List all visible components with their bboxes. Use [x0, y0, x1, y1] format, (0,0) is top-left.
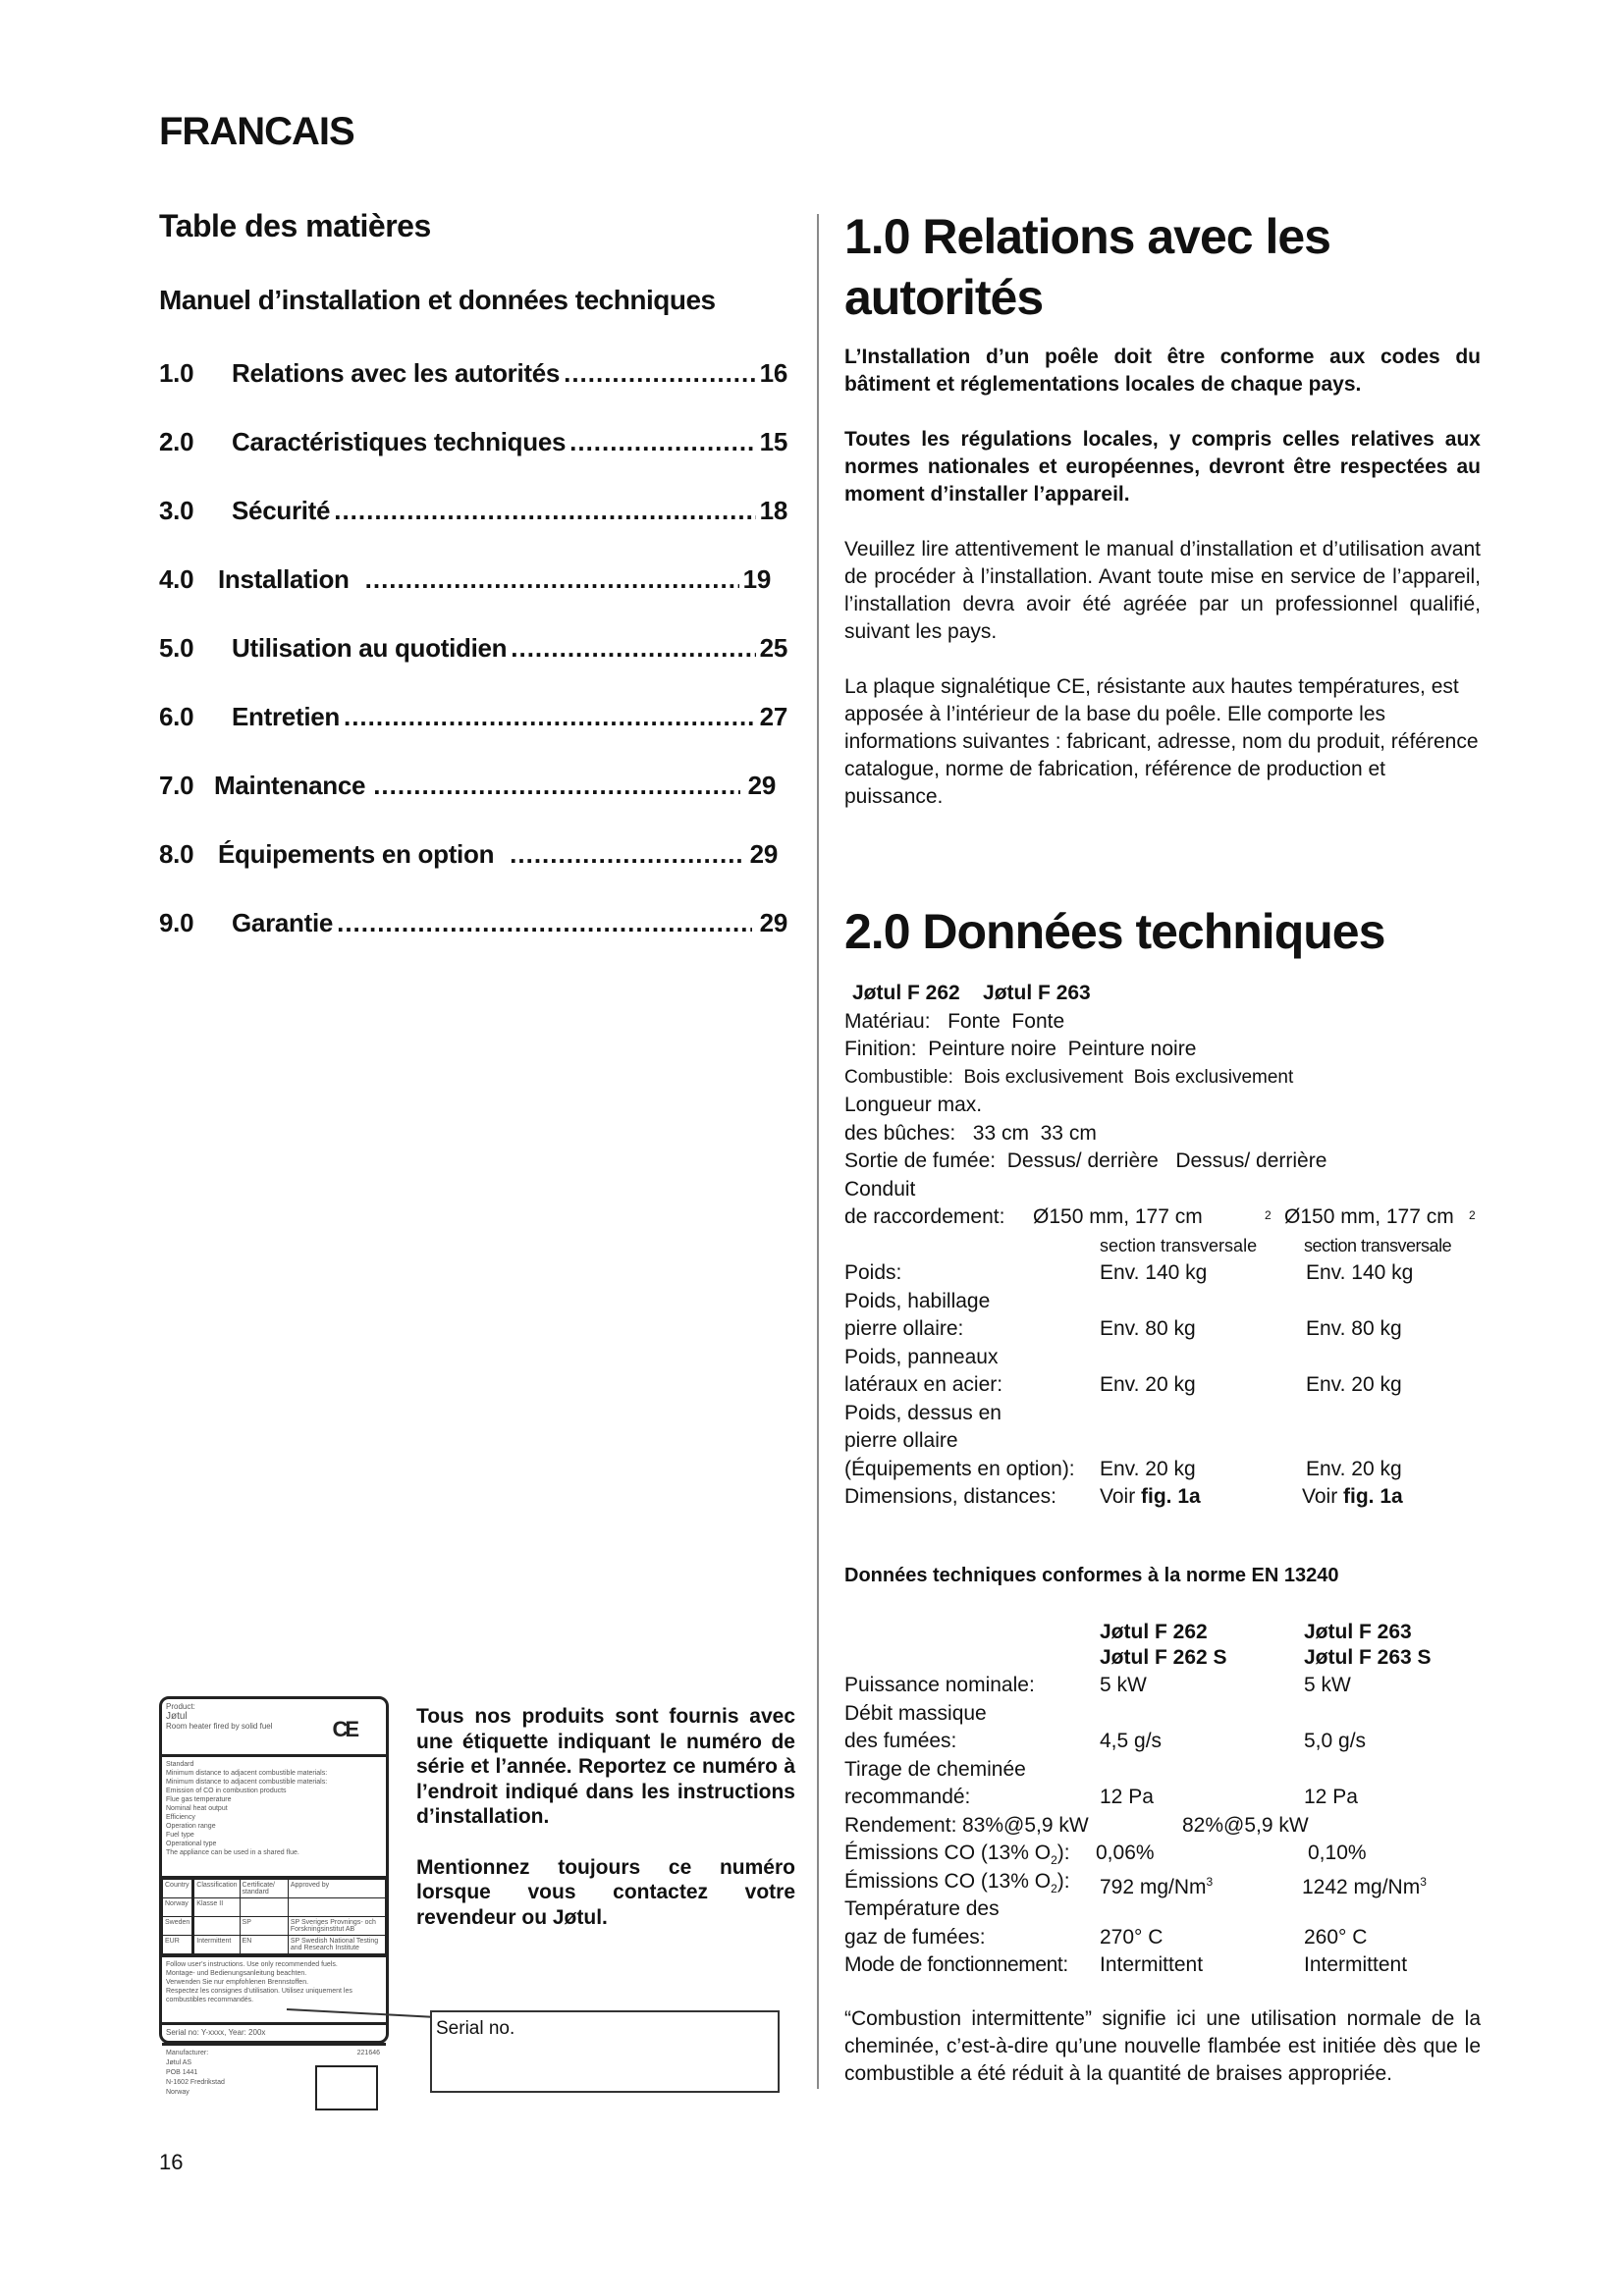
spec-value: 12 Pa: [1304, 1786, 1358, 1808]
label-spec-line: Standard: [166, 1761, 194, 1768]
spec-value: Env. 20 kg: [1100, 1373, 1196, 1396]
spec-label: Tirage de cheminée: [844, 1757, 1026, 1781]
language-heading: FRANCAIS: [159, 110, 354, 153]
spec-value: 33 cm 33 cm: [972, 1121, 1097, 1145]
label-spec-line: Nominal heat output: [166, 1805, 228, 1812]
spec-value: 4,5 g/s: [1100, 1730, 1163, 1752]
spec-value: 83%@5,9 kW: [962, 1813, 1089, 1837]
label-approval-table: [162, 1879, 386, 1954]
spec-subscript: 2: [1051, 1881, 1057, 1896]
toc-item-page: 29: [759, 908, 787, 937]
spec-value: [1100, 1483, 1201, 1512]
label-table-cell: Intermittent: [193, 1936, 240, 1954]
spec-value: Dessus/ derrière Dessus/ derrière: [1006, 1149, 1327, 1172]
label-table-header: Certificate/ standard: [240, 1880, 288, 1898]
spec-value: Intermittent: [1304, 1953, 1408, 1976]
toc-leader-dots: [569, 427, 756, 457]
toc-item-number: 2.0: [159, 427, 194, 456]
spec-label: Puissance nominale:: [844, 1674, 1035, 1696]
model-name: Jøtul F 263 S: [1304, 1646, 1432, 1669]
toc-item-number: 6.0: [159, 702, 194, 731]
spec-value: 0,10%: [1308, 1842, 1367, 1864]
toc-item-label: Installation: [218, 564, 350, 594]
toc-item[interactable]: [159, 771, 776, 839]
section-1-title-line1: 1.0 Relations avec les: [844, 209, 1330, 264]
spec-value: Peinture noire Peinture noire: [928, 1038, 1197, 1060]
toc-item-label: Relations avec les autorités: [232, 358, 561, 388]
model-name: Jøtul F 262: [1100, 1621, 1208, 1643]
spec-value: Intermittent: [1100, 1953, 1204, 1976]
section-1-title: [844, 206, 1481, 328]
spec-label: gaz de fumées:: [844, 1925, 986, 1949]
tech-specs: [844, 980, 1481, 1512]
toc-item[interactable]: [159, 564, 771, 633]
spec-label: (Équipements en option):: [844, 1457, 1075, 1480]
label-spec-line: Operation range: [166, 1823, 216, 1830]
label-manufacturer-line: POB 1441: [166, 2069, 198, 2076]
section-2: [844, 901, 1481, 1512]
label-product-name: Jøtul: [166, 1711, 188, 1722]
norm-models-row: [844, 1644, 1481, 1672]
spec-row: [844, 1036, 1481, 1064]
toc-item[interactable]: [159, 908, 787, 977]
spec-label-end: ):: [1056, 1842, 1070, 1864]
label-table-cell: Norway: [163, 1898, 193, 1917]
label-spec-line: Emission of CO in combustion products: [166, 1788, 287, 1794]
label-spec-line: Fuel type: [166, 1832, 194, 1839]
toc-item-label: Utilisation au quotidien: [232, 633, 508, 663]
label-table-cell: SP Sveriges Provnings- och Forskningsinstitut AB: [288, 1917, 385, 1936]
serial-number-box: [430, 2010, 780, 2093]
label-instruction-line: Respectez les consignes d’utilisation. Utilisez uniquement les combustibles recommandés.: [166, 1988, 352, 2003]
models-header: Jøtul F 262 Jøtul F 263: [852, 982, 1091, 1004]
spec-value: Env. 140 kg: [1100, 1261, 1208, 1284]
spec-value: Env. 140 kg: [1306, 1261, 1414, 1284]
label-spec-line: Minimum distance to adjacent combustible materials:: [166, 1779, 328, 1786]
toc-item-number: 8.0: [159, 839, 194, 869]
label-spec-line: Minimum distance to adjacent combustible materials:: [166, 1770, 328, 1777]
spec-row: [844, 1064, 1481, 1093]
toc-leader-dots: [373, 771, 739, 801]
section-1-title-line2: autorités: [844, 270, 1044, 325]
spec-label-text: Émissions CO (13% O: [844, 1842, 1052, 1864]
toc-leader-dots: [510, 839, 742, 870]
toc-item-label: Maintenance: [214, 771, 366, 800]
spec-superscript: 2: [1469, 1208, 1476, 1222]
spec-label: Longueur max.: [844, 1094, 983, 1116]
toc-item-label: Entretien: [232, 702, 340, 731]
label-table-cell: [288, 1898, 385, 1917]
spec-row: [844, 1456, 1481, 1484]
spec-row: [844, 1315, 1481, 1344]
spec-note: section transversale: [1100, 1235, 1258, 1255]
model-name: Jøtul F 263: [1304, 1621, 1412, 1643]
label-product-desc: Room heater fired by solid fuel: [166, 1722, 273, 1731]
norm-row: [844, 1784, 1481, 1812]
spec-row-note: [844, 1232, 1481, 1260]
spec-label: Poids, habillage: [844, 1289, 991, 1312]
spec-label: pierre ollaire: [844, 1429, 958, 1452]
label-table-cell: [193, 1917, 240, 1936]
spec-value: 270° C: [1100, 1925, 1164, 1949]
label-spec-line: Efficiency: [166, 1814, 195, 1821]
label-manufacturer-line: N-1602 Fredrikstad: [166, 2079, 225, 2086]
section-1-para3: Veuillez lire attentivement le manual d’installation et d’utilisation avant de procéder à l’installation. Avant toute mise en service de l’appareil, l’installation devra avoir été agréée par un professionnel qualifié, suivant les pays.: [844, 538, 1481, 643]
label-table-cell: Klasse II: [193, 1898, 240, 1917]
toc-leader-dots: [365, 564, 739, 595]
section-1: [844, 206, 1481, 811]
label-manufacturer-line: Norway: [166, 2089, 189, 2096]
spec-value: Ø150 mm, 177 cm: [1284, 1205, 1454, 1228]
toc-item-number: 4.0: [159, 564, 194, 594]
norm-row-rendement: [844, 1812, 1481, 1841]
toc-item-page: 16: [759, 358, 787, 388]
spec-label: des fumées:: [844, 1730, 957, 1752]
norm-row: [844, 1728, 1481, 1756]
spec-row: [844, 1288, 1481, 1316]
spec-label-text: Émissions CO (13% O: [844, 1869, 1052, 1893]
label-manufacturer-heading: Manufacturer:: [166, 2050, 209, 2056]
label-table-header: Approved by: [288, 1880, 385, 1898]
toc-item-number: 1.0: [159, 358, 194, 388]
spec-label: Poids, panneaux: [844, 1345, 999, 1368]
spec-label: Poids:: [844, 1261, 902, 1284]
spec-row: [844, 1400, 1481, 1428]
spec-value: Env. 20 kg: [1306, 1373, 1402, 1396]
toc-item-label: Garantie: [232, 908, 334, 937]
label-table-header: Classification: [193, 1880, 240, 1898]
spec-label: Rendement:: [844, 1813, 957, 1837]
spec-row: [844, 1259, 1481, 1288]
label-spec-line: The appliance can be used in a shared flue.: [166, 1849, 299, 1856]
spec-row: [844, 1148, 1481, 1176]
label-table-cell: [240, 1898, 288, 1917]
spec-value: 5,0 g/s: [1304, 1730, 1367, 1752]
norm-row: [844, 1951, 1481, 1980]
toc-item[interactable]: [159, 839, 778, 908]
spec-subscript: 2: [1051, 1853, 1057, 1868]
spec-label: Poids, dessus en: [844, 1401, 1001, 1424]
spec-label: des bûches:: [844, 1121, 956, 1145]
spec-value-text: 792 mg/Nm: [1100, 1875, 1207, 1898]
norm-row: [844, 1672, 1481, 1700]
spec-value: Env. 80 kg: [1100, 1317, 1196, 1340]
label-table-cell: Sweden: [163, 1917, 193, 1936]
toc-item-page: 19: [742, 564, 771, 594]
page-number: 16: [159, 2150, 184, 2174]
label-instruction-line: Follow user’s instructions. Use only recommended fuels.: [166, 1961, 338, 1968]
spec-label: Conduit: [844, 1177, 916, 1201]
toc-item-page: 29: [749, 839, 778, 869]
norm-row-emissions: [844, 1868, 1481, 1896]
spec-superscript: 3: [1206, 1874, 1214, 1889]
spec-label: de raccordement:: [844, 1205, 1005, 1228]
spec-value-prefix: Voir: [1100, 1485, 1142, 1508]
toc-item-page: 29: [747, 771, 776, 800]
label-table-header: Country: [163, 1880, 193, 1898]
toc-title: Table des matières: [159, 208, 431, 243]
spec-value: Env. 80 kg: [1306, 1317, 1402, 1340]
serial-callout-label: Serial no.: [436, 2018, 515, 2039]
toc-item-page: 27: [759, 702, 787, 731]
toc-item-label: Caractéristiques techniques: [232, 427, 567, 456]
table-of-contents: [159, 358, 787, 977]
spec-label: Combustible:: [844, 1066, 953, 1088]
serial-note-para2: Mentionnez toujours ce numéro lorsque vous contactez votre revendeur ou Jøtul.: [416, 1855, 795, 1929]
spec-label: pierre ollaire:: [844, 1317, 964, 1340]
section-1-para1: L’Installation d’un poêle doit être conforme aux codes du bâtiment et réglementations locales de chaque pays.: [844, 346, 1481, 396]
spec-label: Matériau:: [844, 1009, 931, 1033]
spec-value: Env. 20 kg: [1306, 1457, 1402, 1480]
norm-row: [844, 1700, 1481, 1729]
section-1-para4: La plaque signalétique CE, résistante aux hautes températures, est apposée à l’intérieur de la base du poêle. Elle comporte les informations suivantes : fabricant, adresse, nom du produit, référence catalogue, norme de fabrication, référence de production et puissance.: [844, 675, 1479, 808]
toc-leader-dots: [337, 908, 752, 938]
ce-mark-icon: CE: [332, 1717, 356, 1741]
figure-reference-link[interactable]: fig. 1a: [1343, 1485, 1403, 1508]
spec-row: [844, 1092, 1481, 1120]
spec-label: [844, 1840, 1070, 1868]
spec-label: latéraux en acier:: [844, 1373, 1003, 1396]
toc-item-number: 5.0: [159, 633, 194, 663]
section-1-para2: Toutes les régulations locales, y compris celles relatives aux normes nationales et européennes, devront être respectées au moment d’installer l’appareil.: [844, 428, 1481, 506]
norm-row: [844, 1896, 1481, 1924]
toc-item[interactable]: [159, 358, 787, 427]
spec-value: Env. 20 kg: [1100, 1457, 1196, 1480]
spec-value: [1302, 1483, 1403, 1512]
spec-label: Température des: [844, 1897, 1000, 1920]
label-table-cell: SP: [240, 1917, 288, 1936]
spec-row: [844, 1176, 1481, 1204]
label-product-section: [162, 1699, 386, 1757]
spec-label: Sortie de fumée:: [844, 1149, 997, 1172]
spec-value: 5 kW: [1304, 1674, 1351, 1696]
label-table-cell: EN: [240, 1936, 288, 1954]
toc-item-label: Équipements en option: [218, 839, 495, 869]
spec-row-raccordement: [844, 1203, 1481, 1232]
spec-row: [844, 1427, 1481, 1456]
spec-value: 260° C: [1304, 1925, 1368, 1949]
toc-item-page: 15: [759, 427, 787, 456]
spec-label: Mode de fonctionnement:: [844, 1953, 1068, 1976]
label-instructions: [162, 1954, 386, 2025]
spec-row: [844, 1371, 1481, 1400]
spec-value-text: Ø150 mm, 177 cm: [1033, 1205, 1203, 1228]
column-divider: [817, 214, 819, 2089]
spec-value: [1033, 1203, 1203, 1232]
spec-superscript: 3: [1420, 1874, 1427, 1889]
toc-item[interactable]: [159, 496, 787, 564]
label-manufacturer-line: Jøtul AS: [166, 2059, 192, 2066]
toc-leader-dots: [344, 702, 756, 732]
spec-value-text: 1242 mg/Nm: [1302, 1875, 1421, 1898]
serial-note-para1: Tous nos produits sont fournis avec une étiquette indiquant le numéro de série et l’année. Reportez ce numéro à l’endroit indiqué dans les instructions d’installation.: [416, 1705, 795, 1828]
label-instruction-line: Verwenden Sie nur empfohlenen Brennstoffen.: [166, 1979, 309, 1986]
spec-value-prefix: Voir: [1302, 1485, 1344, 1508]
label-table-cell: SP Swedish National Testing and Research Institute: [288, 1936, 385, 1954]
toc-item[interactable]: [159, 633, 787, 702]
toc-leader-dots: [511, 633, 755, 664]
toc-item-number: 9.0: [159, 908, 194, 937]
norm-models-row: [844, 1619, 1481, 1644]
spec-row: [844, 1008, 1481, 1037]
toc-item-page: 25: [759, 633, 787, 663]
spec-value: Fonte Fonte: [947, 1009, 1065, 1033]
figure-reference-link[interactable]: fig. 1a: [1141, 1485, 1201, 1508]
intermittent-footnote: “Combustion intermittente” signifie ici une utilisation normale de la cheminée, c’est-à-dire qu’une nouvelle flambée est initiée dès que le combustible a été réduit à la quantité de braises appropriée.: [844, 2006, 1481, 2085]
spec-value: 5 kW: [1100, 1674, 1147, 1696]
spec-value: Bois exclusivement Bois exclusivement: [963, 1066, 1294, 1088]
spec-row: [844, 1344, 1481, 1372]
spec-row: [844, 1120, 1481, 1148]
toc-leader-dots: [564, 358, 756, 389]
norm-specs: [844, 1565, 1481, 2088]
label-manufacturer-code: 221646: [356, 2050, 380, 2056]
label-spec-line: Operational type: [166, 1841, 217, 1847]
spec-label: [844, 1868, 1070, 1896]
spec-note: section transversale: [1304, 1235, 1452, 1255]
toc-subtitle: Manuel d’installation et données techniques: [159, 285, 716, 315]
spec-value: 82%@5,9 kW: [1182, 1813, 1309, 1837]
norm-table: [844, 1619, 1481, 1980]
norm-row: [844, 1924, 1481, 1952]
toc-item[interactable]: [159, 427, 787, 496]
spec-superscript: 2: [1265, 1208, 1272, 1222]
norm-row: [844, 1756, 1481, 1785]
label-manufacturer: [162, 2046, 386, 2101]
norm-row-emissions: [844, 1840, 1481, 1868]
label-spec-line: Flue gas temperature: [166, 1796, 232, 1803]
toc-item-number: 3.0: [159, 496, 194, 525]
label-serial-row: Serial no: Y-xxxx, Year: 200x: [162, 2025, 386, 2046]
spec-label: recommandé:: [844, 1786, 971, 1808]
spec-label-end: ):: [1056, 1869, 1070, 1893]
toc-item[interactable]: [159, 702, 787, 771]
label-table-cell: EUR: [163, 1936, 193, 1954]
label-instruction-line: Montage- und Bedienungsanleitung beachten.: [166, 1970, 307, 1977]
section-2-title: 2.0 Données techniques: [844, 904, 1385, 959]
spec-label: Finition:: [844, 1038, 917, 1060]
model-name: Jøtul F 262 S: [1100, 1646, 1227, 1669]
spec-row-dimensions: [844, 1483, 1481, 1512]
spec-label: Dimensions, distances:: [844, 1485, 1056, 1508]
ce-rating-plate: [159, 1696, 389, 2096]
norm-title: Données techniques conformes à la norme EN 13240: [844, 1565, 1339, 1586]
label-barcode-box: [315, 2065, 378, 2110]
label-product-heading: Product:: [166, 1702, 195, 1711]
spec-label: Débit massique: [844, 1701, 987, 1725]
toc-item-page: 18: [759, 496, 787, 525]
toc-item-number: 7.0: [159, 771, 194, 800]
toc-leader-dots: [334, 496, 755, 526]
spec-value: 12 Pa: [1100, 1786, 1154, 1808]
label-specs-section: [162, 1757, 386, 1879]
spec-value: 0,06%: [1096, 1842, 1155, 1864]
serial-note: [416, 1704, 795, 1930]
toc-item-label: Sécurité: [232, 496, 331, 525]
